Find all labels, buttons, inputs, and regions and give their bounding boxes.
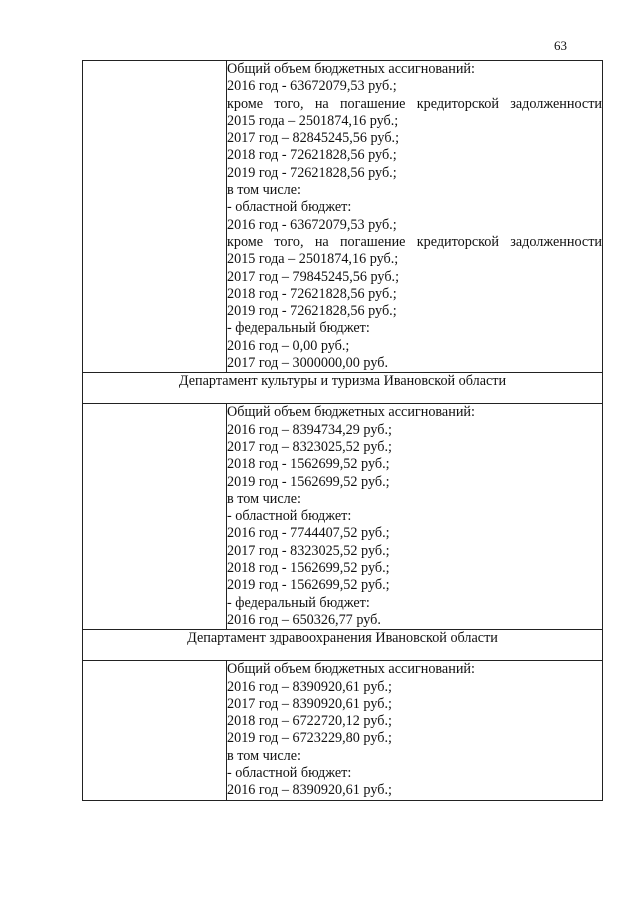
allocation-line: 2019 год - 72621828,56 руб.; <box>227 164 397 181</box>
allocation-line: - федеральный бюджет: <box>227 320 370 337</box>
allocation-line: в том числе: <box>227 747 301 764</box>
allocation-line: 2016 год – 8394734,29 руб.; <box>227 421 392 438</box>
allocation-line: кроме того, на погашение кредиторской задолженности <box>227 233 602 250</box>
allocation-line: 2016 год – 8390920,61 руб.; <box>227 782 392 799</box>
allocation-line: 2019 год - 1562699,52 руб.; <box>227 577 390 594</box>
allocation-row <box>83 404 603 630</box>
allocation-line: 2018 год - 1562699,52 руб.; <box>227 456 390 473</box>
allocation-line: 2016 год - 7744407,52 руб.; <box>227 525 390 542</box>
allocation-line: 2019 год - 72621828,56 руб.; <box>227 303 397 320</box>
program-label-cell <box>83 661 227 800</box>
allocation-line: 2017 год - 8323025,52 руб.; <box>227 542 390 559</box>
program-label-cell <box>83 404 227 630</box>
allocation-line: Общий объем бюджетных ассигнований: <box>227 61 475 77</box>
allocation-row <box>83 661 603 800</box>
section-header-row <box>83 630 603 661</box>
allocation-line: 2016 год - 63672079,53 руб.; <box>227 216 397 233</box>
allocation-line: в том числе: <box>227 182 301 199</box>
allocation-line: 2018 год - 72621828,56 руб.; <box>227 285 397 302</box>
allocation-details-cell <box>227 61 603 373</box>
allocation-details-cell <box>227 404 603 630</box>
allocation-line: 2018 год - 72621828,56 руб.; <box>227 147 397 164</box>
allocation-line: в том числе: <box>227 490 301 507</box>
program-label-cell <box>83 61 227 373</box>
allocation-line: 2016 год – 8390920,61 руб.; <box>227 678 392 695</box>
allocation-line: 2018 год – 6722720,12 руб.; <box>227 713 392 730</box>
allocation-line: 2019 год - 1562699,52 руб.; <box>227 473 390 490</box>
department-header: Департамент культуры и туризма Ивановской области <box>83 373 603 404</box>
allocation-line: 2016 год - 63672079,53 руб.; <box>227 78 397 95</box>
department-header: Департамент здравоохранения Ивановской области <box>83 630 603 661</box>
allocation-line: 2018 год - 1562699,52 руб.; <box>227 560 390 577</box>
allocation-line: Общий объем бюджетных ассигнований: <box>227 404 475 421</box>
page-number: 63 <box>554 38 567 53</box>
allocation-line: 2017 год – 79845245,56 руб.; <box>227 268 400 285</box>
allocation-line: 2019 год – 6723229,80 руб.; <box>227 730 392 747</box>
allocation-line: - областной бюджет: <box>227 764 352 781</box>
budget-allocations-table <box>82 60 603 801</box>
allocation-line: - федеральный бюджет: <box>227 594 370 611</box>
allocation-line: 2016 год – 0,00 руб.; <box>227 337 350 354</box>
allocation-line: 2017 год – 8323025,52 руб.; <box>227 438 392 455</box>
allocation-line: 2015 года – 2501874,16 руб.; <box>227 112 399 129</box>
allocation-line: 2015 года – 2501874,16 руб.; <box>227 251 399 268</box>
section-header-row <box>83 373 603 404</box>
allocation-row <box>83 61 603 373</box>
allocation-line: 2017 год – 3000000,00 руб. <box>227 355 388 372</box>
allocation-line: 2017 год – 82845245,56 руб.; <box>227 130 400 147</box>
allocation-line: Общий объем бюджетных ассигнований: <box>227 661 475 678</box>
allocation-line: 2016 год – 650326,77 руб. <box>227 611 381 628</box>
allocation-details-cell <box>227 661 603 800</box>
allocation-line: кроме того, на погашение кредиторской задолженности <box>227 95 602 112</box>
allocation-line: 2017 год – 8390920,61 руб.; <box>227 695 392 712</box>
allocation-line: - областной бюджет: <box>227 199 352 216</box>
allocation-line: - областной бюджет: <box>227 508 352 525</box>
